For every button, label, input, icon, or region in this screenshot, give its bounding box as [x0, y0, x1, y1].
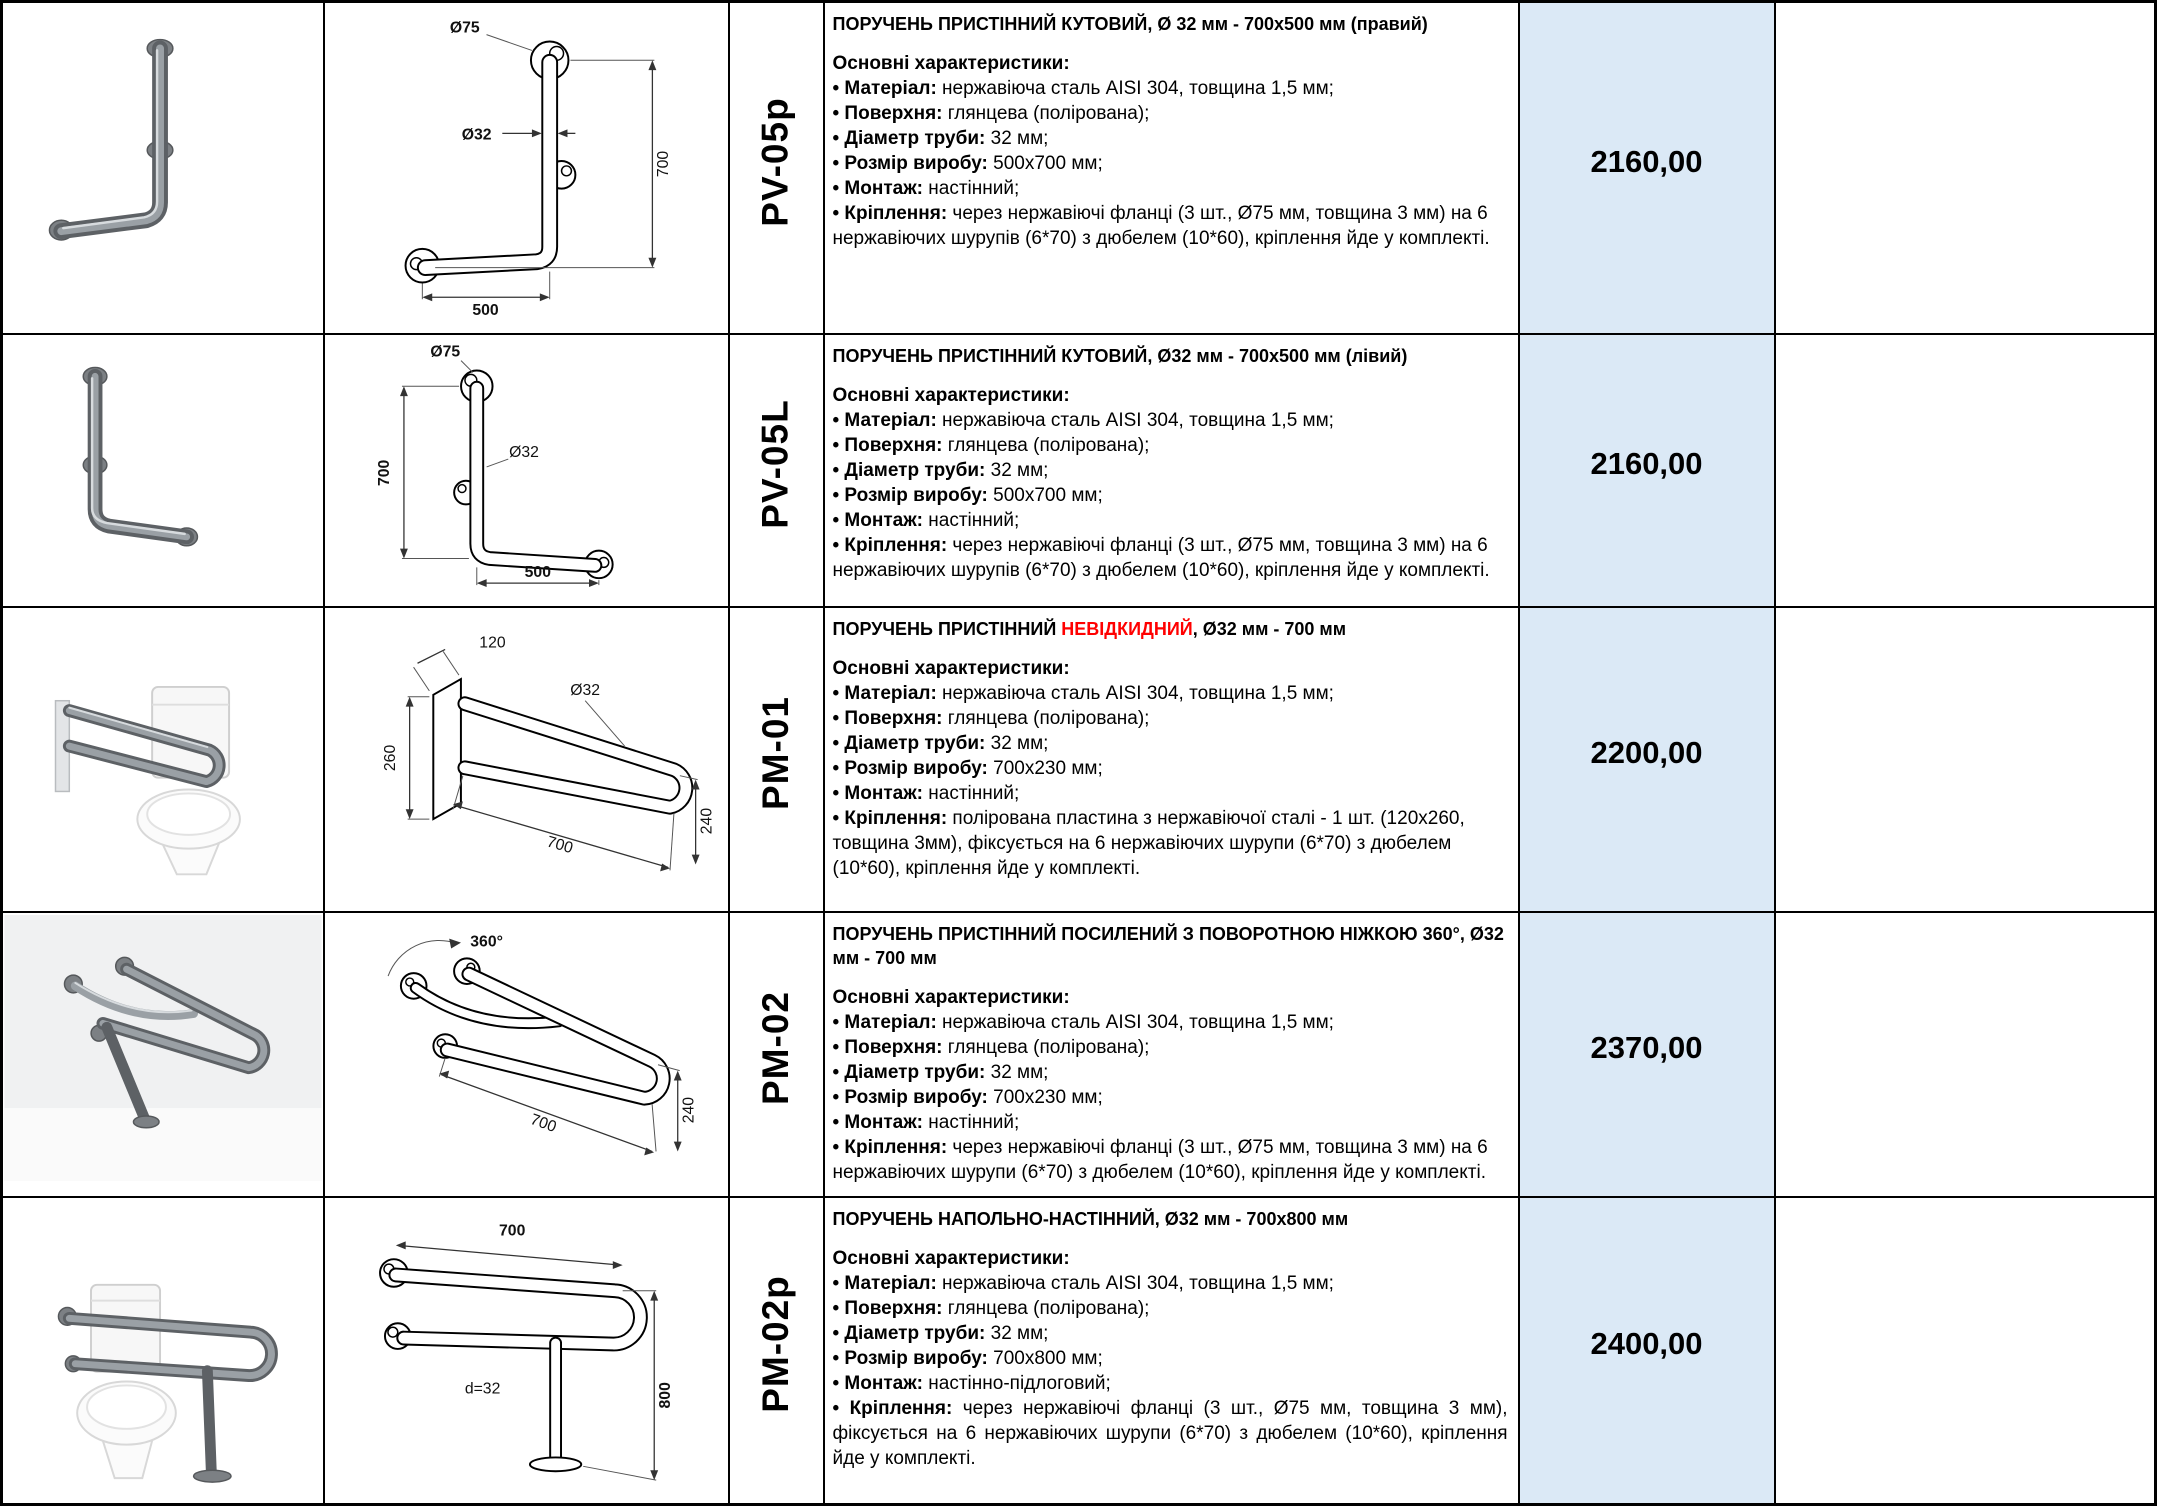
product-description-cell — [824, 2, 1519, 335]
section-label: Основні характеристики: — [832, 1248, 1070, 1269]
product-code: PV-05p — [755, 96, 796, 227]
dimension-label: 240 — [697, 807, 715, 835]
product-photo-cell — [2, 334, 324, 607]
dimension-label: 700 — [375, 459, 393, 487]
dimension-label: 120 — [478, 634, 506, 652]
product-description-cell — [824, 334, 1519, 607]
dimension-label: 700 — [654, 150, 672, 178]
spec-bullet: • Діаметр труби: 32 мм; — [832, 128, 1049, 149]
dimension-label: Ø32 — [461, 126, 492, 144]
product-photo — [4, 337, 322, 591]
spec-bullet: • Кріплення: полірована пластина з нержавіючої сталі - 1 шт. (120х260, товщина 3мм), фіксується на 6 нержавіючих шурупи (6*70) з дюбелем (10*60), кріплення йде у комплекті. — [832, 808, 1465, 879]
spec-bullet: • Поверхня: глянцева (полірована); — [832, 435, 1150, 456]
price-value: 2400,00 — [1590, 1326, 1703, 1361]
notes-cell — [1775, 1197, 2156, 1505]
product-title: ПОРУЧЕНЬ ПРИСТІННИЙ КУТОВИЙ, Ø 32 мм - 700х500 мм (правий) — [832, 14, 1428, 34]
table-row — [2, 912, 2156, 1197]
product-photo-cell — [2, 607, 324, 912]
dimension-label: Ø75 — [429, 343, 460, 361]
spec-bullet: • Розмір виробу: 500х700 мм; — [832, 485, 1103, 506]
dimension-label: Ø75 — [449, 19, 480, 37]
spec-bullet: • Монтаж: настінний; — [832, 178, 1020, 199]
product-photo-cell — [2, 912, 324, 1197]
spec-bullet: • Матеріал: нержавіюча сталь AISI 304, товщина 1,5 мм; — [832, 410, 1334, 431]
dimension-label: 500 — [524, 564, 551, 582]
notes-cell — [1775, 912, 2156, 1197]
product-photo-cell — [2, 2, 324, 335]
product-title: ПОРУЧЕНЬ ПРИСТІННИЙ НЕВІДКИДНИЙ, Ø32 мм - 700 мм — [832, 619, 1347, 639]
dimension-label: Ø32 — [508, 444, 539, 462]
notes-cell — [1775, 607, 2156, 912]
spec-bullet: • Діаметр труби: 32 мм; — [832, 460, 1049, 481]
price-cell — [1519, 2, 1775, 335]
product-code: PV-05L — [755, 399, 796, 529]
dimension-label: d=32 — [464, 1380, 500, 1398]
product-description-cell — [824, 607, 1519, 912]
product-title: ПОРУЧЕНЬ НАПОЛЬНО-НАСТІННИЙ, Ø32 мм - 700х800 мм — [832, 1209, 1349, 1229]
price-value: 2160,00 — [1590, 143, 1703, 179]
table-row — [2, 2, 2156, 335]
spec-bullet: • Розмір виробу: 500х700 мм; — [832, 153, 1103, 174]
table-row — [2, 334, 2156, 607]
price-cell — [1519, 334, 1775, 607]
spec-bullet: • Поверхня: глянцева (полірована); — [832, 1037, 1150, 1058]
price-value: 2200,00 — [1590, 735, 1703, 770]
table-row — [2, 607, 2156, 912]
spec-bullet: • Кріплення: через нержавіючі фланці (3 шт., Ø75 мм, товщина 3 мм) на 6 нержавіючих шурупів (6*70) з дюбелем (10*60), кріплення йде у комплекті. — [832, 535, 1490, 581]
technical-drawing-cell — [324, 334, 729, 607]
product-description-cell — [824, 912, 1519, 1197]
notes-cell — [1775, 334, 2156, 607]
technical-drawing — [326, 915, 727, 1181]
section-label: Основні характеристики: — [832, 385, 1070, 406]
dimension-label: 700 — [498, 1222, 525, 1240]
spec-bullet: • Кріплення: через нержавіючі фланці (3 шт., Ø75 мм, товщина 3 мм), фіксується на 6 нержавіючих шурупи (6*70) з дюбелем (10*60), кріплення йде у комплекті. — [832, 1398, 1508, 1469]
technical-drawing-cell — [324, 2, 729, 335]
spec-bullet: • Поверхня: глянцева (полірована); — [832, 103, 1150, 124]
price-cell — [1519, 607, 1775, 912]
spec-bullet: • Поверхня: глянцева (полірована); — [832, 708, 1150, 729]
spec-bullet: • Діаметр труби: 32 мм; — [832, 1062, 1049, 1083]
spec-bullet: • Розмір виробу: 700х800 мм; — [832, 1348, 1103, 1369]
spec-bullet: • Монтаж: настінний; — [832, 783, 1020, 804]
spec-bullet: • Кріплення: через нержавіючі фланці (3 шт., Ø75 мм, товщина 3 мм) на 6 нержавіючих шурупи (6*70) з дюбелем (10*60), кріплення йде у комплекті. — [832, 1137, 1488, 1183]
section-label: Основні характеристики: — [832, 658, 1070, 679]
dimension-label: 700 — [527, 1111, 559, 1137]
spec-bullet: • Монтаж: настінний; — [832, 1112, 1020, 1133]
product-code-cell — [729, 607, 824, 912]
spec-bullet: • Поверхня: глянцева (полірована); — [832, 1298, 1150, 1319]
spec-bullet: • Діаметр труби: 32 мм; — [832, 1323, 1049, 1344]
spec-bullet: • Розмір виробу: 700х230 мм; — [832, 1087, 1103, 1108]
spec-bullet: • Матеріал: нержавіюча сталь AISI 304, товщина 1,5 мм; — [832, 78, 1334, 99]
spec-bullet: • Матеріал: нержавіюча сталь AISI 304, товщина 1,5 мм; — [832, 1273, 1334, 1294]
product-photo — [4, 5, 322, 318]
product-title: ПОРУЧЕНЬ ПРИСТІННИЙ КУТОВИЙ, Ø32 мм - 700х500 мм (лівий) — [832, 346, 1408, 366]
product-photo — [4, 610, 322, 896]
spec-bullet: • Монтаж: настінно-підлоговий; — [832, 1373, 1111, 1394]
product-code: PM-01 — [755, 696, 797, 810]
product-description-cell — [824, 1197, 1519, 1505]
section-label: Основні характеристики: — [832, 53, 1070, 74]
dimension-label: 360° — [469, 933, 503, 951]
technical-drawing — [326, 610, 727, 896]
spec-bullet: • Діаметр труби: 32 мм; — [832, 733, 1049, 754]
product-code-cell — [729, 2, 824, 335]
dimension-label: 240 — [679, 1096, 697, 1124]
technical-drawing — [326, 337, 727, 591]
spec-bullet: • Монтаж: настінний; — [832, 510, 1020, 531]
product-title: ПОРУЧЕНЬ ПРИСТІННИЙ ПОСИЛЕНИЙ З ПОВОРОТНОЮ НІЖКОЮ 360°, Ø32 мм - 700 мм — [832, 924, 1504, 968]
notes-cell — [1775, 2, 2156, 335]
product-code: PM-02 — [755, 991, 797, 1105]
spec-bullet: • Кріплення: через нержавіючі фланці (3 шт., Ø75 мм, товщина 3 мм) на 6 нержавіючих шурупів (6*70) з дюбелем (10*60), кріплення йде у комплекті. — [832, 203, 1490, 249]
dimension-label: 500 — [471, 302, 499, 318]
price-value: 2370,00 — [1590, 1030, 1703, 1065]
technical-drawing-cell — [324, 912, 729, 1197]
product-photo — [4, 915, 322, 1181]
dimension-label: 800 — [656, 1382, 674, 1409]
price-cell — [1519, 1197, 1775, 1505]
technical-drawing-cell — [324, 1197, 729, 1505]
dimension-label: Ø32 — [569, 681, 600, 699]
technical-drawing — [326, 5, 727, 318]
price-cell — [1519, 912, 1775, 1197]
product-code-cell — [729, 912, 824, 1197]
table-row — [2, 1197, 2156, 1505]
spec-bullet: • Матеріал: нержавіюча сталь AISI 304, товщина 1,5 мм; — [832, 1012, 1334, 1033]
dimension-label: 260 — [381, 744, 399, 772]
price-value: 2160,00 — [1590, 446, 1703, 481]
section-label: Основні характеристики: — [832, 987, 1070, 1008]
spec-bullet: • Розмір виробу: 700х230 мм; — [832, 758, 1103, 779]
product-code: PM-02p — [755, 1275, 797, 1413]
spec-bullet: • Матеріал: нержавіюча сталь AISI 304, товщина 1,5 мм; — [832, 683, 1334, 704]
product-photo — [4, 1200, 322, 1488]
technical-drawing — [326, 1200, 727, 1488]
technical-drawing-cell — [324, 607, 729, 912]
product-photo-cell — [2, 1197, 324, 1505]
dimension-label: 700 — [544, 833, 575, 858]
product-code-cell — [729, 1197, 824, 1505]
product-code-cell — [729, 334, 824, 607]
